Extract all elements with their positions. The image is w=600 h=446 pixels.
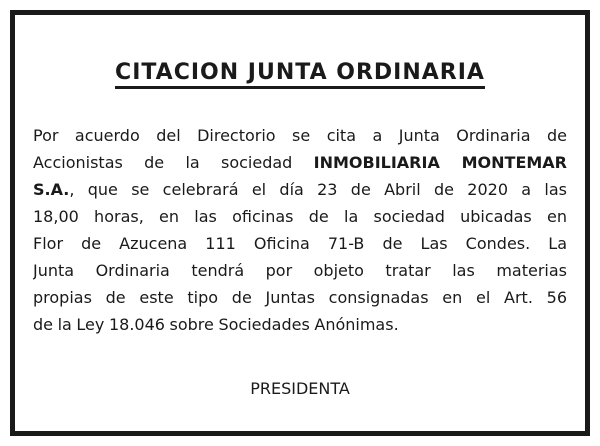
body-line-5: [33, 230, 567, 257]
notice-body: [33, 122, 567, 338]
notice-title-text: CITACION JUNTA ORDINARIA: [115, 60, 485, 89]
body-line-2: [33, 149, 567, 176]
body-segment: Accionistas de la sociedad: [33, 153, 314, 172]
body-line-8: [33, 311, 567, 338]
body-segment: propias de este tipo de Juntas consignadas en el Art. 56: [33, 288, 567, 307]
body-segment: de la Ley 18.046 sobre Sociedades Anónimas.: [33, 315, 399, 334]
body-line-3: [33, 176, 567, 203]
body-line-1: [33, 122, 567, 149]
body-segment: Flor de Azucena 111 Oficina 71-B de Las Condes. La: [33, 234, 567, 253]
notice-title: [0, 58, 600, 88]
body-line-6: [33, 257, 567, 284]
signature: PRESIDENTA: [250, 379, 350, 398]
company-name: INMOBILIARIA MONTEMAR: [313, 153, 567, 172]
body-line-7: [33, 284, 567, 311]
body-segment: 18,00 horas, en las oficinas de la sociedad ubicadas en: [33, 207, 567, 226]
company-suffix: S.A.: [33, 180, 70, 199]
body-segment: Junta Ordinaria tendrá por objeto tratar las materias: [33, 261, 567, 280]
body-segment: Por acuerdo del Directorio se cita a Junta Ordinaria de: [33, 126, 567, 145]
body-line-4: [33, 203, 567, 230]
body-segment: , que se celebrará el día 23 de Abril de 2020 a las: [69, 180, 567, 199]
